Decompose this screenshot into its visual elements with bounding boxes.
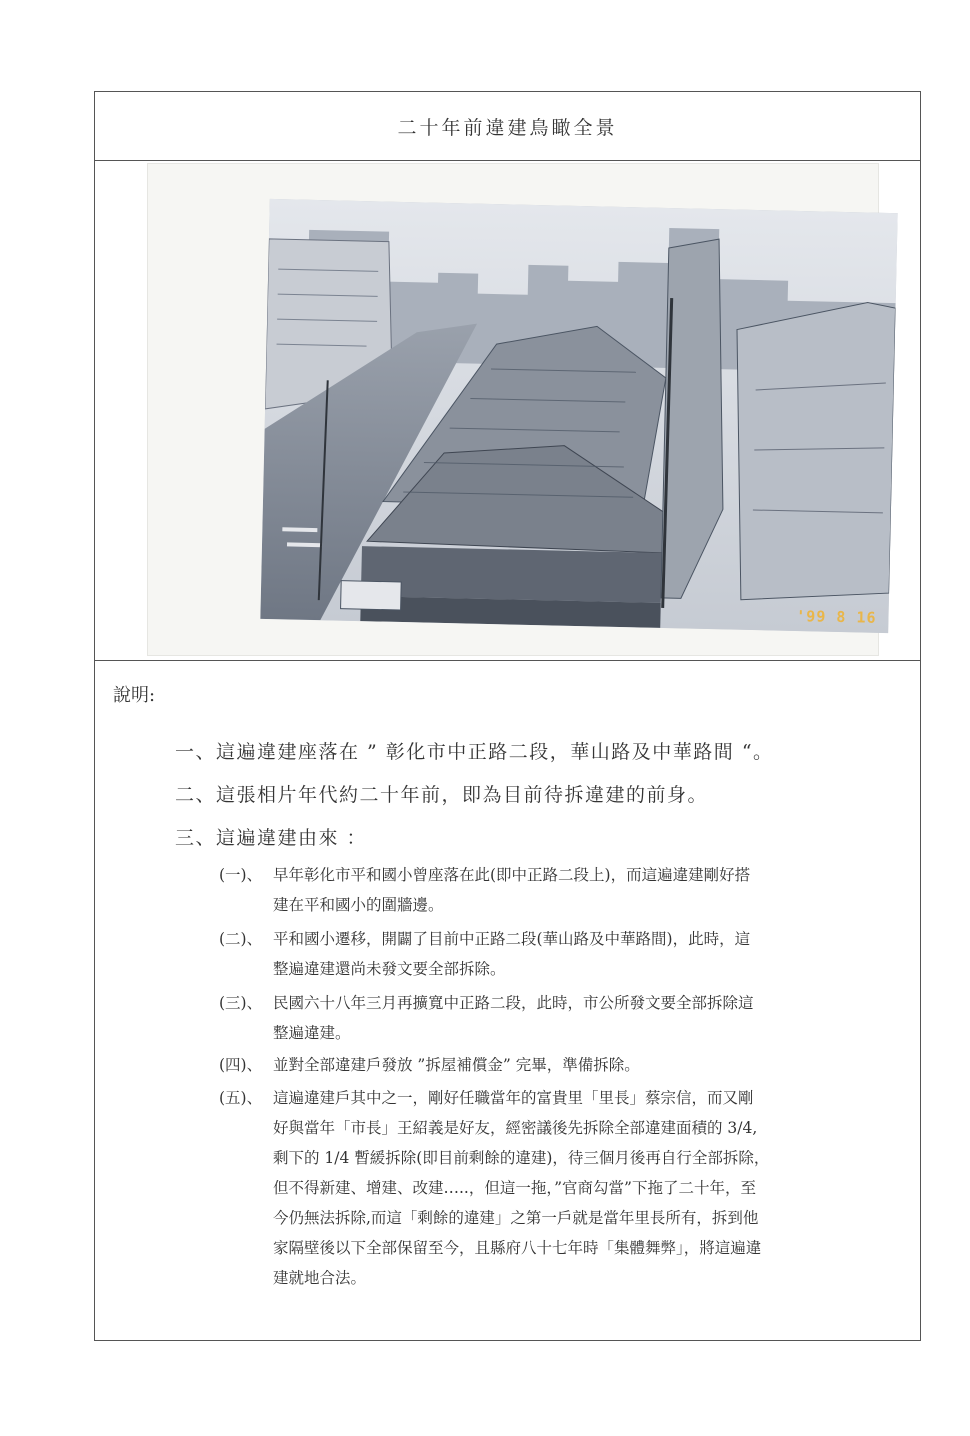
explanation-section [95,660,920,1340]
sub-item-line: 這遍違建戶其中之一，剛好任職當年的富貴里「里長」蔡宗信，而又剛 [273,1089,754,1107]
sub-item-line: 早年彰化市平和國小曾座落在此(即中正路二段上)，而這遍違建剛好搭 [273,866,751,884]
sub-item-line: 整遍違建。 [273,1024,351,1042]
document-title: 二十年前違建鳥瞰全景 [397,116,618,139]
sub-item-1 [219,860,909,920]
document-frame [94,91,921,1341]
sub-item-number: (四)、 [219,1056,263,1074]
sub-item-number: (二)、 [219,930,263,948]
sub-item-2 [219,924,909,984]
sub-item-number: (一)、 [219,866,263,884]
sub-item-4 [219,1050,909,1080]
sub-item-line: 整遍違建還尚未發文要全部拆除。 [273,960,506,978]
title-row [95,92,920,161]
photo-card [147,163,879,656]
sub-item-line: 好與當年「市長」王紹義是好友，經密議後先拆除全部違建面積的 3/4, [273,1119,758,1137]
sub-item-line: 家隔壁後以下全部保留至今，且縣府八十七年時「集體舞弊」，將這遍違 [273,1239,762,1257]
sub-item-3 [219,988,909,1048]
sub-item-line: 今仍無法拆除,而這「剩餘的違建」之第一戶就是當年里長所有，拆到他 [273,1209,759,1227]
sub-item-number: (五)、 [219,1089,263,1107]
main-item-2: 二、這張相片年代約二十年前，即為目前待拆違建的前身。 [175,784,709,806]
sub-item-line: 並對全部違建戶發放 ”拆屋補償金” 完畢，準備拆除。 [273,1056,640,1074]
main-item-1: 一、這遍違建座落在 ” 彰化市中正路二段，華山路及中華路間 “。 [175,741,774,763]
explanation-label: 說明: [113,685,156,706]
sub-item-line: 但不得新建、增建、改建…..，但這一拖，”官商勾當”下拖了二十年，至 [273,1179,756,1197]
photo-date-stamp: '99 8 16 [796,606,877,627]
sub-item-line: 民國六十八年三月再擴寬中正路二段，此時，市公所發文要全部拆除這 [273,994,754,1012]
photo-row [95,160,920,661]
sub-item-number: (三)、 [219,994,263,1012]
main-item-3: 三、這遍違建由來 ： [175,827,368,849]
sub-item-line: 平和國小遷移，開闢了目前中正路二段(華山路及中華路間)，此時，這 [273,930,751,948]
street-aerial-photo [260,199,897,633]
sub-item-line: 建就地合法。 [273,1269,367,1287]
sub-item-line: 建在平和國小的圍牆邊。 [273,896,444,914]
photo-illustration [260,199,897,633]
sub-item-5 [219,1083,909,1293]
sub-item-line: 剩下的 1/4 暫緩拆除(即目前剩餘的違建)，待三個月後再自行全部拆除， [273,1149,770,1167]
